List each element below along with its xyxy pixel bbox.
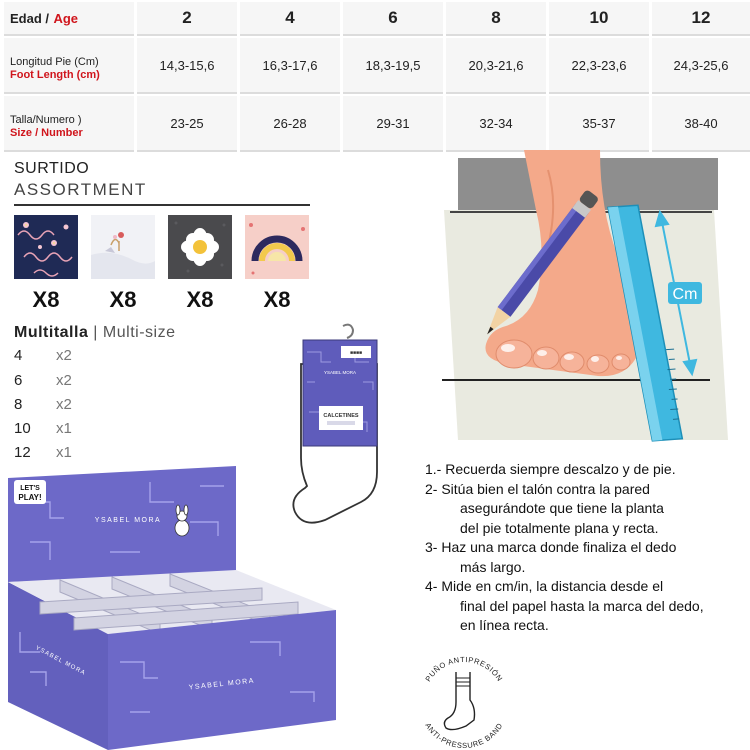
step-text: más largo. bbox=[460, 558, 526, 575]
badge-top-text: PUÑO ANTIPRESIÓN bbox=[423, 654, 505, 684]
display-box-illustration bbox=[0, 462, 410, 750]
foot-measuring-illustration bbox=[428, 150, 728, 446]
step-text: asegurándote que tiene la planta bbox=[460, 500, 664, 516]
size-quantity: x2 bbox=[56, 372, 72, 389]
list-item bbox=[14, 420, 72, 437]
box-brand-front: YSABEL MORA bbox=[188, 677, 256, 692]
step-number: 2- bbox=[425, 480, 438, 497]
size-quantity: x1 bbox=[56, 420, 72, 437]
design-quantity: X8 bbox=[263, 287, 291, 312]
step-text: Mide en cm/in, la distancia desde el bbox=[441, 578, 664, 594]
ruler-unit-label: Cm bbox=[672, 286, 698, 303]
table-cell: 38-40 bbox=[652, 96, 750, 152]
step-text: Sitúa bien el talón contra la pared bbox=[441, 480, 650, 497]
design-quantity: X8 bbox=[186, 287, 214, 312]
table-cell: 6 bbox=[343, 2, 443, 36]
sock-thumbnail-navy-floral bbox=[14, 215, 78, 279]
design-quantity: X8 bbox=[109, 287, 137, 312]
instruction-step bbox=[425, 480, 750, 539]
multisize-separator: | bbox=[93, 324, 98, 341]
size-number: 4 bbox=[14, 347, 23, 364]
divider bbox=[14, 204, 310, 206]
size-number: 8 bbox=[14, 396, 23, 413]
instruction-step bbox=[425, 538, 750, 577]
step-number: 3- bbox=[425, 539, 438, 555]
step-text: Recuerda siempre descalzo y de pie. bbox=[445, 461, 676, 477]
table-cell: 10 bbox=[549, 2, 649, 36]
box-sticker-line1: LET'S bbox=[20, 485, 40, 492]
list-item bbox=[14, 372, 72, 389]
box-brand-back: YSABEL MORA bbox=[94, 517, 162, 524]
size-table bbox=[0, 0, 750, 152]
multisize-label: Multitalla bbox=[14, 324, 89, 341]
sock-thumbnail-grey-daisy bbox=[168, 215, 232, 279]
size-label-es: Talla/Numero ) bbox=[10, 114, 82, 126]
table-cell: 20,3-21,6 bbox=[446, 38, 546, 94]
table-cell: 29-31 bbox=[343, 96, 443, 152]
table-row bbox=[4, 96, 750, 152]
sock-thumbnail-pink-rainbow bbox=[245, 215, 309, 279]
table-cell: 4 bbox=[240, 2, 340, 36]
size-quantity: x2 bbox=[56, 347, 72, 364]
step-text: final del papel hasta la marca del dedo, bbox=[460, 597, 704, 614]
box-brand-side: YSABEL MORA bbox=[34, 645, 87, 677]
multisize-label-en: Multi-size bbox=[102, 324, 176, 341]
box-sticker-line2: PLAY! bbox=[18, 493, 42, 502]
label-box-text: CALCETINES bbox=[323, 413, 359, 419]
sock-thumbnail-white-bunny bbox=[91, 215, 155, 279]
svg-text:ANTI-PRESSURE BAND bbox=[423, 721, 504, 750]
table-cell: 8 bbox=[446, 2, 546, 36]
table-cell: 2 bbox=[137, 2, 237, 36]
design-quantity: X8 bbox=[32, 287, 60, 312]
size-number: 6 bbox=[14, 372, 23, 389]
table-cell: 18,3-19,5 bbox=[343, 38, 443, 94]
table-cell: 12 bbox=[652, 2, 750, 36]
size-quantity: x2 bbox=[56, 396, 72, 413]
step-text: del pie totalmente plana y recta. bbox=[460, 519, 659, 536]
measuring-instructions bbox=[425, 460, 750, 636]
assortment-title-es: SURTIDO bbox=[14, 160, 90, 177]
label-brand: YSABEL MORA bbox=[323, 370, 357, 375]
age-label-en: Age bbox=[53, 11, 79, 26]
list-item bbox=[14, 396, 72, 413]
size-number: 12 bbox=[14, 444, 31, 461]
table-cell: 35-37 bbox=[549, 96, 649, 152]
table-cell: 14,3-15,6 bbox=[137, 38, 237, 94]
svg-text:■■■■: ■■■■ bbox=[349, 350, 363, 356]
table-cell: 23-25 bbox=[137, 96, 237, 152]
list-item bbox=[14, 347, 72, 364]
list-item bbox=[14, 444, 72, 461]
anti-pressure-band-icon bbox=[410, 644, 516, 750]
instruction-step bbox=[425, 460, 750, 480]
row-header bbox=[4, 96, 134, 152]
row-header bbox=[4, 38, 134, 94]
badge-bottom-text: ANTI-PRESSURE BAND bbox=[423, 721, 505, 750]
step-text: en línea recta. bbox=[460, 617, 549, 633]
table-cell: 16,3-17,6 bbox=[240, 38, 340, 94]
row-header bbox=[4, 2, 134, 36]
table-row bbox=[4, 2, 750, 36]
assortment-title-en: ASSORTMENT bbox=[14, 180, 147, 199]
step-text: Haz una marca donde finaliza el dedo bbox=[441, 539, 677, 555]
age-label-es: Edad / bbox=[10, 11, 50, 26]
foot-length-label-en: Foot Length (cm) bbox=[10, 69, 100, 81]
table-cell: 22,3-23,6 bbox=[549, 38, 649, 94]
size-label-en: Size / Number bbox=[10, 127, 83, 139]
step-number: 1.- bbox=[425, 461, 442, 477]
step-number: 4- bbox=[425, 578, 438, 594]
size-quantity: x1 bbox=[56, 444, 72, 461]
table-cell: 26-28 bbox=[240, 96, 340, 152]
table-row bbox=[4, 38, 750, 94]
table-cell: 32-34 bbox=[446, 96, 546, 152]
multisize-heading bbox=[14, 324, 175, 342]
svg-text:PUÑO ANTIPRESIÓN bbox=[423, 655, 504, 683]
instruction-step bbox=[425, 577, 750, 636]
foot-length-label-es: Longitud Pie (Cm) bbox=[10, 56, 99, 68]
size-number: 10 bbox=[14, 420, 31, 437]
table-cell: 24,3-25,6 bbox=[652, 38, 750, 94]
